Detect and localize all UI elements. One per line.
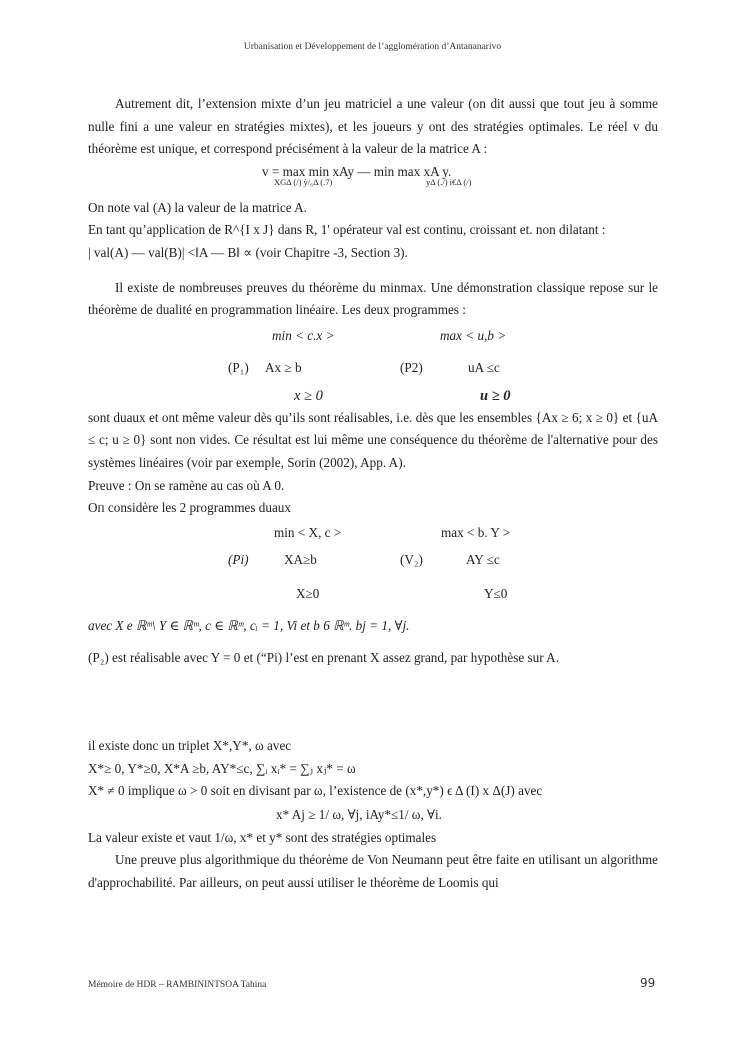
- program2-min: min < X, c >: [274, 524, 342, 540]
- footer-author: Mémoire de HDR – RAMBININTSOA Tahina: [88, 980, 267, 990]
- paragraph-sets: avec X e ℝᵐ\ Y ∈ ℝᵐ, c ∈ ℝᵐ, cᵢ = 1, Vi et b 6 ℝᵐ. bj = 1, ∀j.: [88, 617, 410, 633]
- equation-value-subscripts: [88, 176, 658, 197]
- equation-sub-right: yΔ (./) i€Δ (/): [426, 176, 472, 187]
- equation-main: v = max min xAy — min max xA y.: [262, 163, 452, 179]
- paragraph-minmax-proofs: Il existe de nombreuses preuves du théorème du minmax. Une démonstration classique repose sur le théorème de dualité en programmation linéaire. Les deux programmes :: [88, 279, 658, 318]
- program-p1-label: (P₁): [228, 359, 249, 375]
- program-sign-constraints: [88, 385, 658, 407]
- program2-y-cond: Y≤0: [484, 585, 508, 601]
- paragraph-val-line3: | val(A) — val(B)| <‖A — B‖ ∝ (voir Chapitre -3, Section 3).: [88, 244, 408, 260]
- program-p2-label: (P2): [400, 359, 423, 375]
- program-min: min < c.x >: [272, 327, 335, 343]
- program-p2-expr: uA ≤c: [468, 359, 500, 375]
- program-x-cond: x ≥ 0: [294, 387, 323, 404]
- paragraph-von-neumann: Une preuve plus algorithmique du théorème de Von Neumann peut être faite en utilisant un algorithme d'approchabilité. Par ailleurs, on peut aussi utiliser le théorème de Loomis qui: [88, 852, 658, 890]
- equation-optimal: [88, 803, 658, 827]
- page-number: 99: [640, 976, 656, 990]
- paragraph-triplet-line2: X*≥ 0, Y*≥0, X*A ≥b, AY*≤c, ∑ᵢ xᵢ* = ∑ⱼ xⱼ* = ω: [88, 760, 356, 776]
- paragraph-duality: sont duaux et ont même valeur dès qu’ils sont réalisables, i.e. dès que les ensembles {Ax ≥ 6; x ≥ 0} et {uA ≤ c; u ≥ 0} sont non vides. Ce résultat est lui même une conséquence du théorème de l'alternative pour des systèmes linéaires (voir par exemple, Sorin (2002), App. A).: [88, 409, 658, 470]
- equation-sub-left: XGΔ (/) ỳ/₆Δ (.7): [274, 176, 333, 187]
- program2-max: max < b. Y >: [441, 524, 511, 540]
- paragraph-feasibility: (P₂) est réalisable avec Y = 0 et (“Pi) l’est en prenant X assez grand, par hypothèse sur A.: [88, 650, 559, 666]
- program2-sign-constraints: [88, 583, 658, 615]
- running-header: Urbanisation et Développement de l’agglomération d’Antananarivo: [243, 42, 502, 52]
- program2-x-cond: X≥0: [296, 585, 320, 601]
- program-objectives: [88, 322, 658, 347]
- program2-p2-label: (V₂): [400, 551, 423, 567]
- paragraph-triplet-line1: il existe donc un triplet X*,Y*, ω avec: [88, 737, 292, 753]
- program2-constraints: [88, 545, 658, 583]
- page-body: [88, 93, 658, 894]
- paragraph-proof-line1: Preuve : On se ramène au cas où A 0.: [88, 477, 285, 493]
- equation-optimal-text: x* Aj ≥ 1/ ω, ∀j, iAy*≤1/ ω, ∀i.: [276, 806, 442, 822]
- program-constraints: [88, 347, 658, 385]
- program2-p1-expr: XA≥b: [284, 551, 317, 567]
- program2-objectives: [88, 520, 658, 545]
- program-p1-expr: Ax ≥ b: [265, 359, 302, 375]
- paragraph-val-line2: En tant qu’application de R^{I x J} dans R, 1' opérateur val est continu, croissant et. non dilatant :: [88, 222, 606, 238]
- paragraph-triplet-line3: X* ≠ 0 implique ω > 0 soit en divisant par ω, l’existence de (x*,y*) ϵ Δ (I) x Δ(J) avec: [88, 783, 543, 799]
- program2-p2-expr: AY ≤c: [466, 551, 500, 567]
- program-u-cond: u ≥ 0: [480, 387, 511, 404]
- paragraph-proof-line2: Oп considère les 2 programmes duaux: [88, 500, 291, 516]
- paragraph-mixed-extension: Autrement dit, l’extension mixte d’un jeu matriciel a une valeur (on dit aussi que tout jeu à somme nulle fini a une valeur en stratégies mixtes), et les joueurs y ont des stratégies optimales. Le réel v du théorème est unique, et correspond précisément à la valeur de la matrice A :: [88, 96, 658, 157]
- program2-p1-label: (Pi): [228, 551, 249, 567]
- paragraph-value-exists: La valeur existe et vaut 1/ω, x* et y* sont des stratégies optimales: [88, 829, 437, 845]
- paragraph-val-line1: On note val (A) la valeur de la matrice A.: [88, 199, 307, 215]
- program-max: max < u,b >: [440, 327, 507, 343]
- equation-value: [88, 161, 658, 181]
